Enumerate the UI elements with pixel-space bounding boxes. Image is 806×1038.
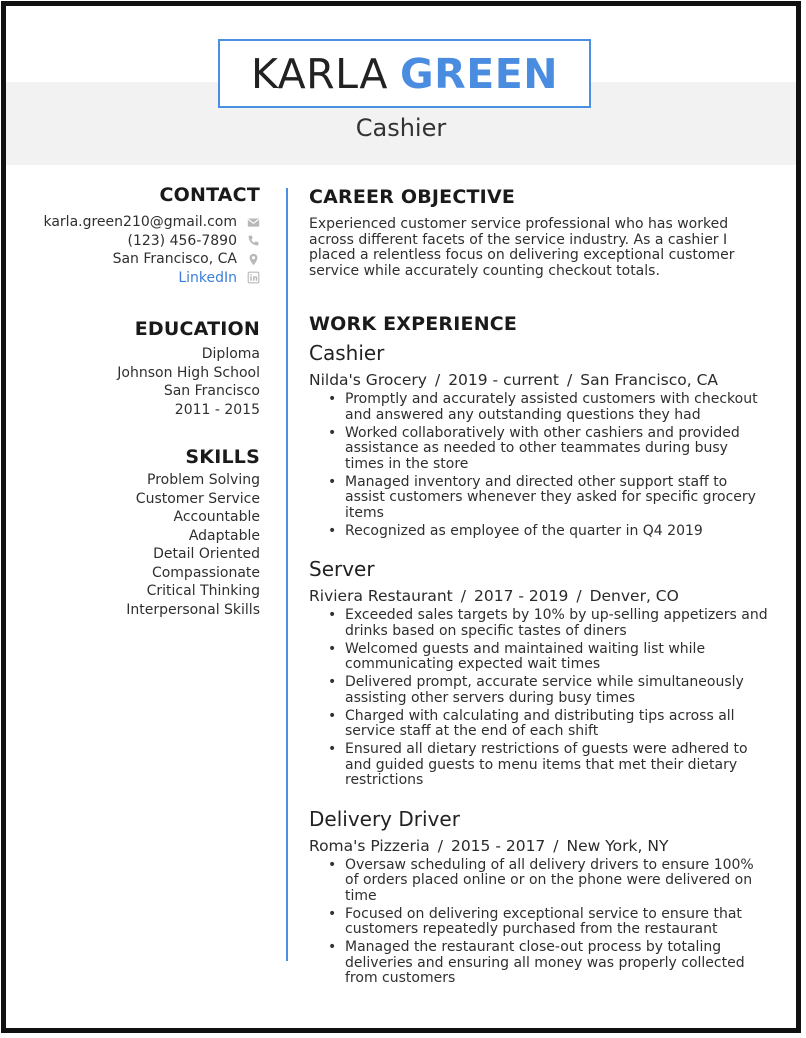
job-company: Roma's Pizzeria bbox=[309, 836, 430, 855]
job-dates: 2019 - current bbox=[448, 371, 559, 389]
bullet-item: • Delivered prompt, accurate service while simultaneously assisting other servers during busy times bbox=[309, 675, 769, 706]
linkedin-icon bbox=[247, 271, 260, 284]
bullet-item: • Oversaw scheduling of all delivery drivers to ensure 100% of orders placed online or on the phone were delivered on time bbox=[309, 858, 769, 905]
meta-separator: / bbox=[460, 587, 466, 605]
column-divider bbox=[286, 188, 288, 961]
meta-separator: / bbox=[553, 836, 559, 855]
bullet-item: • Recognized as employee of the quarter in Q4 2019 bbox=[309, 524, 769, 540]
skill-item: Interpersonal Skills bbox=[126, 601, 260, 618]
contact-email bbox=[6, 213, 260, 232]
resume-page bbox=[1, 1, 801, 1033]
job-location: San Francisco, CA bbox=[580, 371, 718, 389]
job-bullets bbox=[309, 858, 769, 987]
skills-heading: SKILLS bbox=[185, 446, 260, 468]
meta-separator: / bbox=[437, 836, 443, 855]
skill-item: Accountable bbox=[173, 509, 260, 525]
job-location: New York, NY bbox=[566, 836, 669, 855]
objective-text: Experienced customer service professional who has worked across different facets of the service industry. As a cashier I placed a relentless focus on delivering exceptional customer service while accurately counting checkout totals. bbox=[309, 216, 735, 279]
job-meta bbox=[309, 837, 769, 855]
meta-separator: / bbox=[434, 371, 441, 389]
bullet-item: • Welcomed guests and maintained waiting list while communicating expected wait times bbox=[309, 642, 769, 673]
job-company: Riviera Restaurant bbox=[309, 587, 453, 605]
education-years: 2011 - 2015 bbox=[174, 401, 260, 418]
job-dates: 2015 - 2017 bbox=[450, 836, 546, 855]
job-dates: 2017 - 2019 bbox=[473, 587, 569, 605]
linkedin-link[interactable]: LinkedIn bbox=[178, 269, 237, 286]
last-name: GREEN bbox=[399, 49, 559, 98]
first-name: KARLA bbox=[250, 49, 388, 98]
contact-phone bbox=[6, 232, 260, 251]
experience-heading: WORK EXPERIENCE bbox=[309, 313, 518, 335]
location-text: San Francisco, CA bbox=[112, 251, 237, 267]
education-degree: Diploma bbox=[201, 346, 260, 362]
meta-separator: / bbox=[567, 371, 573, 389]
job-meta bbox=[309, 587, 769, 605]
name-box bbox=[218, 39, 591, 108]
left-column bbox=[6, 184, 260, 619]
contact-linkedin[interactable] bbox=[6, 269, 260, 288]
bullet-item: • Promptly and accurately assisted customers with checkout and answered any outstanding questions they had bbox=[309, 392, 769, 423]
contact-location bbox=[6, 250, 260, 269]
skill-item: Critical Thinking bbox=[146, 583, 260, 599]
envelope-icon bbox=[247, 216, 260, 229]
bullet-item: • Worked collaboratively with other cashiers and provided assistance as needed to other teammates during busy times in the store bbox=[309, 426, 769, 473]
job-entry-cashier bbox=[309, 341, 769, 539]
skill-item: Problem Solving bbox=[147, 472, 260, 488]
job-location: Denver, CO bbox=[589, 587, 679, 605]
job-meta bbox=[309, 371, 769, 389]
skill-item: Customer Service bbox=[135, 490, 260, 507]
objective-heading: CAREER OBJECTIVE bbox=[309, 186, 516, 208]
bullet-item: • Charged with calculating and distributing tips across all service staff at the end of each shift bbox=[309, 709, 769, 740]
education-school: Johnson High School bbox=[117, 364, 260, 381]
bullet-item: • Exceeded sales targets by 10% by up-selling appetizers and drinks based on specific tastes of diners bbox=[309, 608, 769, 639]
skill-item: Compassionate bbox=[151, 564, 260, 581]
job-entry-delivery-driver bbox=[309, 807, 769, 987]
right-column bbox=[309, 186, 769, 989]
skill-item: Detail Oriented bbox=[153, 546, 260, 562]
job-role: Server bbox=[309, 557, 375, 581]
bullet-item: • Focused on delivering exceptional service to ensure that customers repeatedly purchased from the restaurant bbox=[309, 907, 769, 938]
bullet-item: • Managed the restaurant close-out process by totaling deliveries and ensuring all money was properly collected from customers bbox=[309, 940, 769, 987]
meta-separator: / bbox=[576, 587, 582, 605]
job-entry-server bbox=[309, 557, 769, 789]
phone-text: (123) 456-7890 bbox=[127, 232, 237, 249]
education-city: San Francisco bbox=[163, 383, 260, 399]
map-pin-icon bbox=[247, 253, 260, 266]
job-bullets bbox=[309, 392, 769, 539]
contact-heading: CONTACT bbox=[159, 184, 260, 206]
bullet-item: • Ensured all dietary restrictions of guests were adhered to and guided guests to menu items that met their dietary restrictions bbox=[309, 742, 769, 789]
job-bullets bbox=[309, 608, 769, 789]
education-heading: EDUCATION bbox=[134, 318, 260, 340]
job-role: Delivery Driver bbox=[309, 806, 460, 831]
skill-item: Adaptable bbox=[188, 527, 260, 544]
phone-icon bbox=[247, 234, 260, 247]
job-title: Cashier bbox=[355, 114, 447, 142]
bullet-item: • Managed inventory and directed other support staff to assist customers whenever they asked for specific grocery items bbox=[309, 475, 769, 522]
job-role: Cashier bbox=[309, 341, 385, 365]
email-text: karla.green210@gmail.com bbox=[43, 214, 237, 230]
job-company: Nilda's Grocery bbox=[309, 371, 427, 389]
